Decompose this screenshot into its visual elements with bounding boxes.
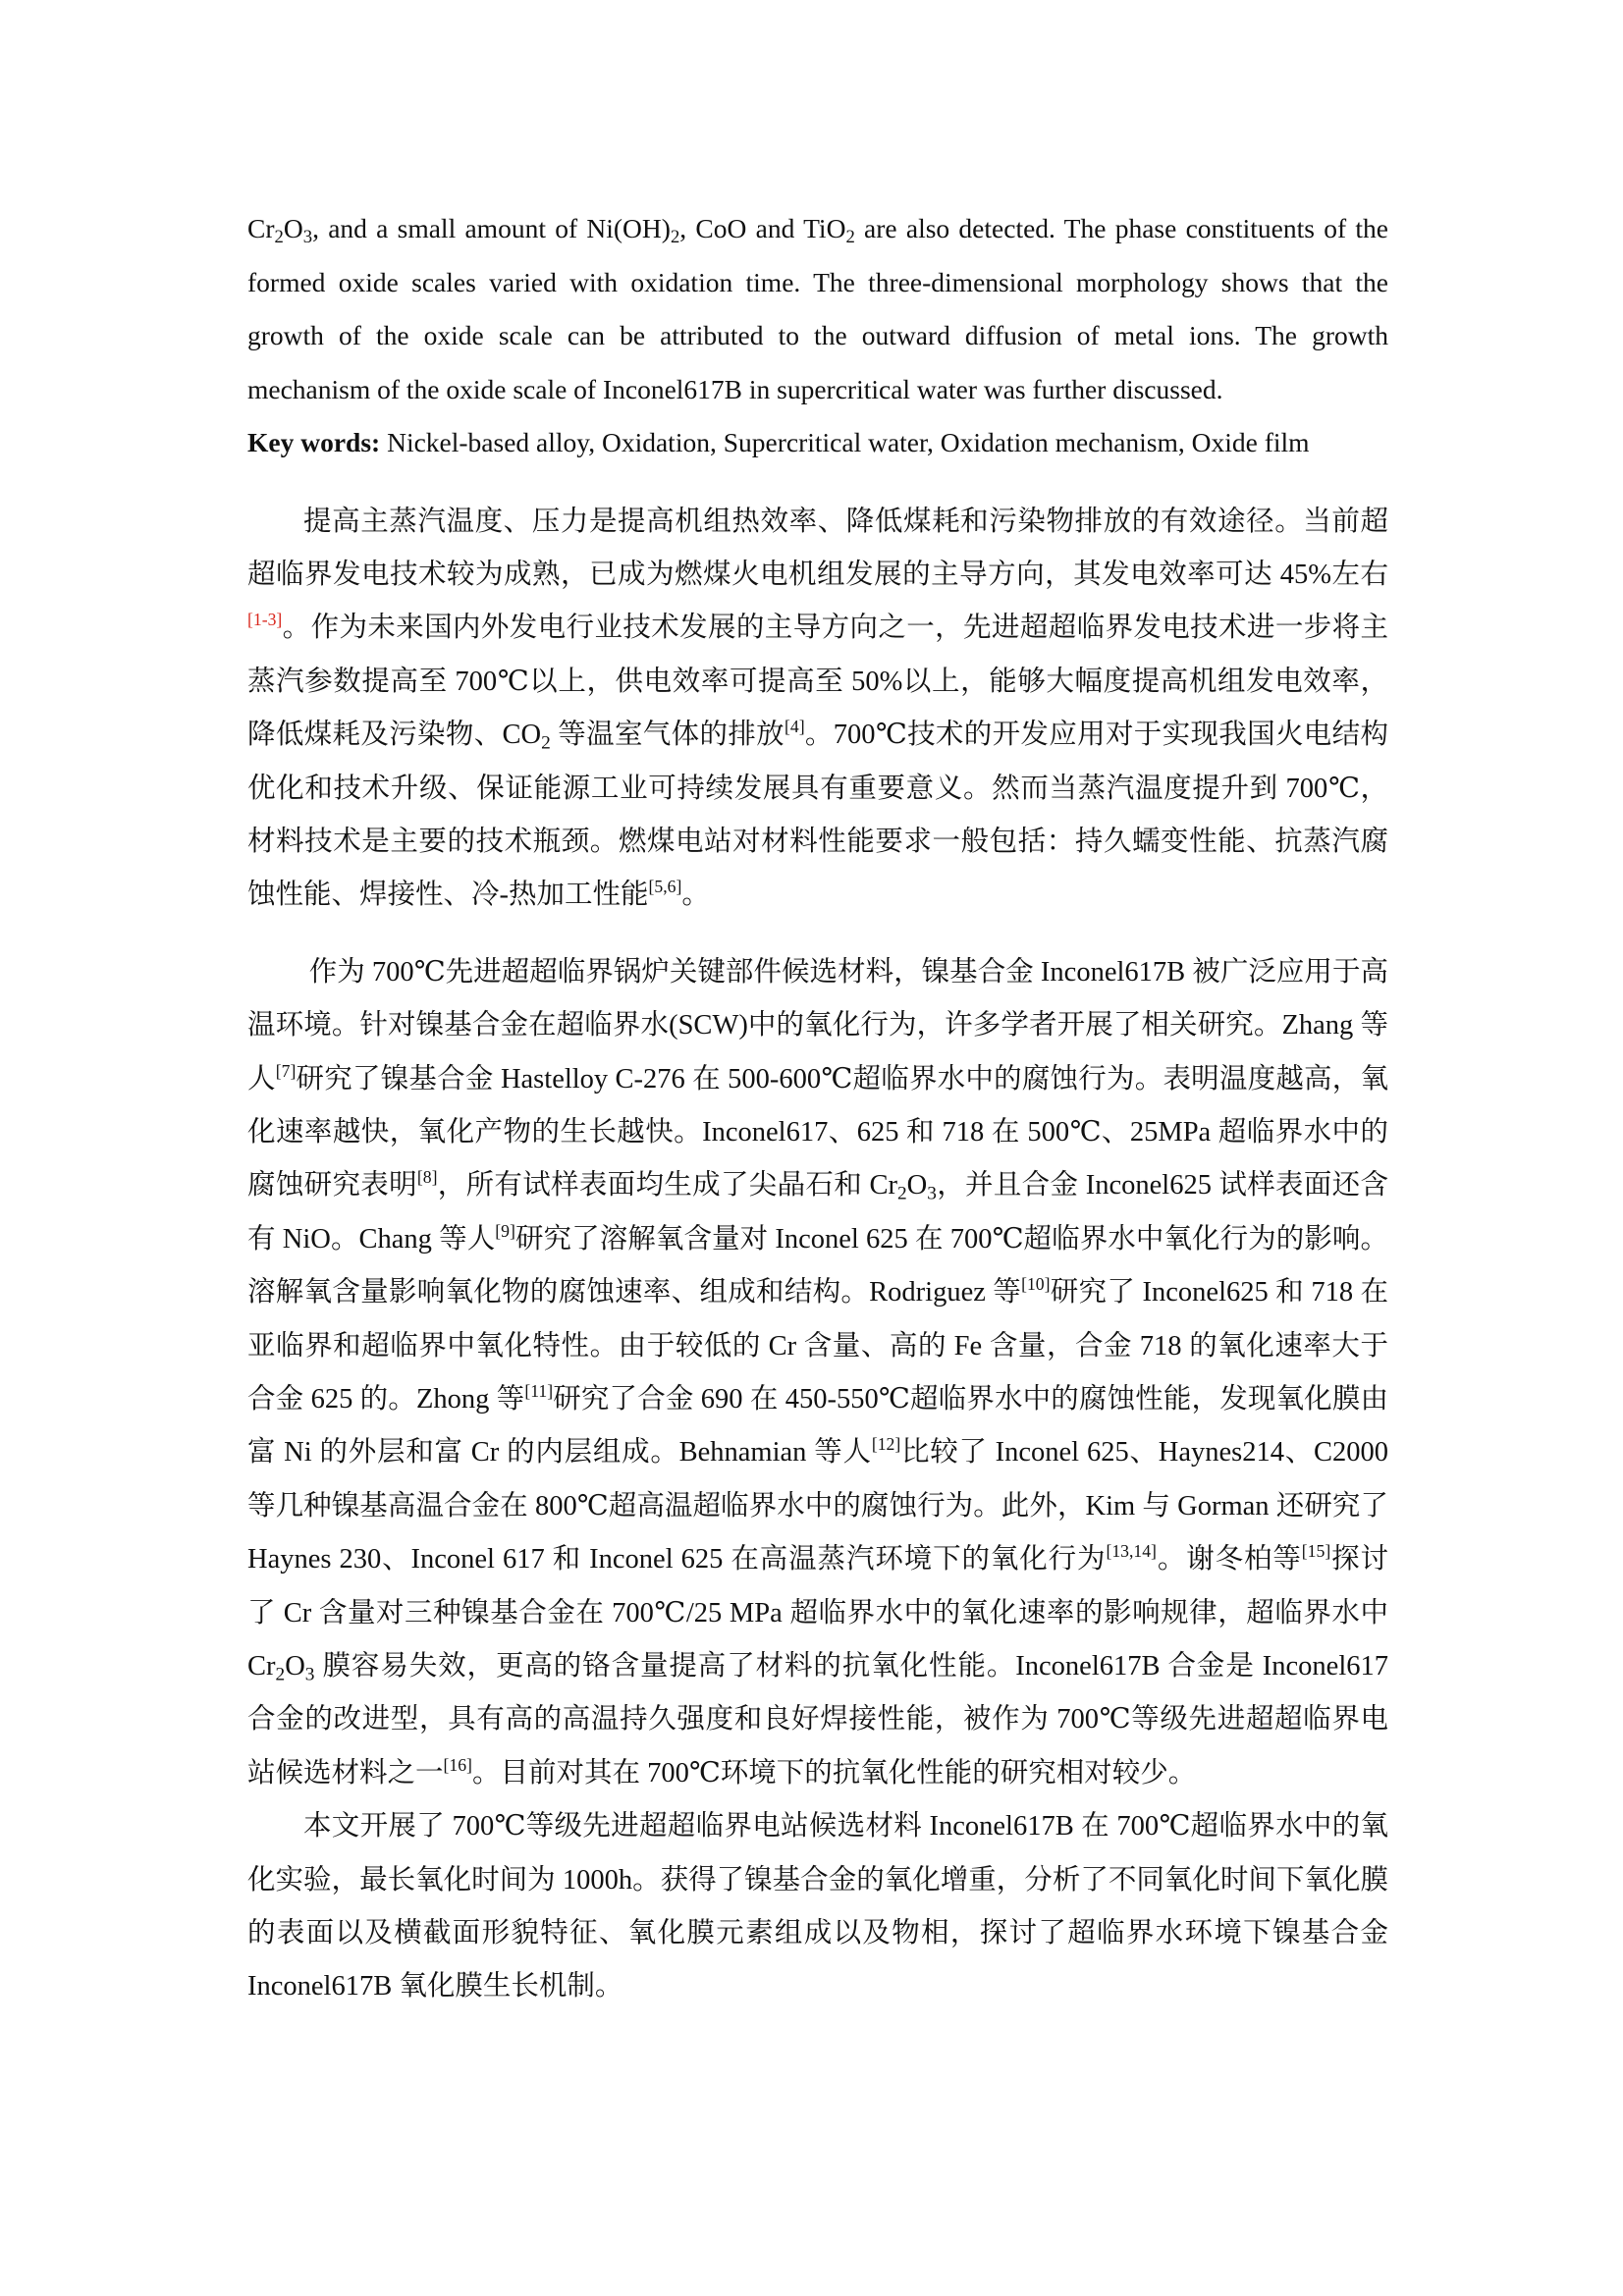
subscript: 2 (845, 227, 855, 248)
subscript: 2 (670, 227, 680, 248)
paper-page (247, 202, 1388, 2014)
body-text: O (906, 1170, 928, 1201)
body-text: 比较了 Inconel 625、Haynes214、C2000 等几种镍基高温合金在 800℃超高温超临界水中的腐蚀行为。此外，Kim 与 Gorman 还研究了 Haynes 230、Inconel 617 和 Inconel 625 在高温蒸汽环境下的氧化行为 (247, 1437, 1388, 1575)
intro-paragraph-2 (247, 946, 1388, 1801)
body-text: 研究了合金 690 在 450-550℃超临界水中的腐蚀性能，发现氧化膜由富 Ni 的外层和富 Cr 的内层组成。Behnamian 等人 (247, 1384, 1389, 1468)
citation-ref[interactable]: [11] (524, 1381, 554, 1402)
body-text: O (285, 1651, 305, 1682)
citation-ref[interactable]: [16] (443, 1754, 472, 1775)
subscript: 2 (541, 732, 551, 754)
subscript: 3 (302, 227, 313, 248)
citation-ref[interactable]: [4] (784, 717, 805, 737)
subscript: 2 (896, 1183, 907, 1204)
body-text: 本文开展了 700℃等级先进超超临界电站候选材料 Inconel617B 在 700℃超临界水中的氧化实验，最长氧化时间为 1000h。获得了镍基合金的氧化增重，分析了不同氧化时间下氧化膜的表面以及横截面形貌特征、氧化膜元素组成以及物相，探讨了超临界水环境下镍基合金 Inconel617B 氧化膜生长机制。 (247, 1811, 1388, 2002)
abstract-text: , CoO and TiO (679, 213, 846, 243)
abstract-text: O (283, 213, 303, 243)
body-text: 研究了镍基合金 Hastelloy C-276 在 500-600℃超临界水中的腐蚀行为。表明温度越高，氧化速率越快，氧化产物的生长越快。Inconel617、625 和 718 在 500℃、25MPa 超临界水中的腐蚀研究表明 (247, 1063, 1388, 1201)
citation-ref[interactable]: [10] (1021, 1274, 1051, 1295)
keywords-text: Nickel-based alloy, Oxidation, Supercritical water, Oxidation mechanism, Oxide film (380, 427, 1310, 457)
abstract-text: Cr (247, 213, 275, 243)
abstract-continuation (247, 202, 1388, 416)
keywords-line (247, 416, 1388, 470)
intro-paragraph-3 (247, 1800, 1388, 2014)
subscript: 2 (275, 1664, 286, 1685)
body-text: 提高主蒸汽温度、压力是提高机组热效率、降低煤耗和污染物排放的有效途径。当前超超临界发电技术较为成熟，已成为燃煤火电机组发展的主导方向，其发电效率可达 45%左右 (247, 506, 1388, 590)
subscript: 3 (927, 1183, 937, 1204)
body-text: 研究了 Inconel625 和 718 在亚临界和超临界中氧化特性。由于较低的 Cr 含量、高的 Fe 含量，合金 718 的氧化速率大于合金 625 的。Zhong 等 (247, 1277, 1388, 1415)
citation-ref[interactable]: [9] (495, 1220, 515, 1241)
body-text: 等温室气体的排放 (550, 720, 784, 751)
subscript: 3 (304, 1664, 315, 1685)
subscript: 2 (274, 227, 284, 248)
body-text: 探讨了 Cr 含量对三种镍基合金在 700℃/25 MPa 超临界水中的氧化速率的影响规律，超临界水中 Cr (247, 1544, 1388, 1682)
intro-paragraph-1 (247, 496, 1388, 923)
citation-ref[interactable]: [7] (275, 1060, 297, 1081)
citation-ref[interactable]: [5,6] (648, 877, 682, 897)
abstract-text: are also detected. The phase constituents of the formed oxide scales varied with oxidation time. The three-dimensional morphology shows that the growth of the oxide scale can be attributed to the outward diffusion of metal ions. The growth mechanism of the oxide scale of Inconel617B in supercritical water was further discussed. (247, 213, 1388, 404)
body-text: 。目前对其在 700℃环境下的抗氧化性能的研究相对较少。 (471, 1757, 1197, 1789)
body-text: 膜容易失效，更高的铬含量提高了材料的抗氧化性能。Inconel617B 合金是 Inconel617 合金的改进型，具有高的高温持久强度和良好焊接性能，被作为 700℃等级先进超超临界电站候选材料之一 (247, 1651, 1388, 1789)
body-text: 。谢冬柏等 (1156, 1544, 1302, 1575)
body-text: 。作为未来国内外发电行业技术发展的主导方向之一，先进超超临界发电技术进一步将主蒸汽参数提高至 700℃以上，供电效率可提高至 50%以上，能够大幅度提高机组发电效率，降低煤耗及污染物、CO (247, 613, 1388, 751)
body-text: 。700℃技术的开发应用对于实现我国火电结构优化和技术升级、保证能源工业可持续发展具有重要意义。然而当蒸汽温度提升到 700℃，材料技术是主要的技术瓶颈。燃煤电站对材料性能要求一般包括：持久蠕变性能、抗蒸汽腐蚀性能、焊接性、冷-热加工性能 (247, 720, 1388, 911)
citation-ref[interactable]: [13,14] (1106, 1541, 1157, 1562)
citation-ref[interactable]: [8] (416, 1167, 438, 1188)
body-text: ，所有试样表面均生成了尖晶石和 Cr (437, 1170, 897, 1201)
citation-ref[interactable]: [12] (871, 1434, 901, 1455)
body-text: 作为 700℃先进超超临界锅炉关键部件候选材料，镍基合金 Inconel617B 被广泛应用于高温环境。针对镍基合金在超临界水(SCW)中的氧化行为，许多学者开展了相关研究。Zhang 等人 (247, 956, 1388, 1095)
abstract-text: , and a small amount of Ni(OH) (312, 213, 671, 243)
citation-ref[interactable]: [15] (1301, 1541, 1331, 1562)
body-text: 。 (681, 880, 710, 911)
body-text: 研究了溶解氧含量对 Inconel 625 在 700℃超临界水中氧化行为的影响。溶解氧含量影响氧化物的腐蚀速率、组成和结构。Rodriguez 等 (247, 1223, 1388, 1308)
citation-ref[interactable]: [1-3] (247, 610, 283, 630)
keywords-label: Key words: (247, 427, 381, 457)
body-text: ，并且合金 Inconel625 试样表面还含有 NiO。Chang 等人 (247, 1170, 1388, 1255)
